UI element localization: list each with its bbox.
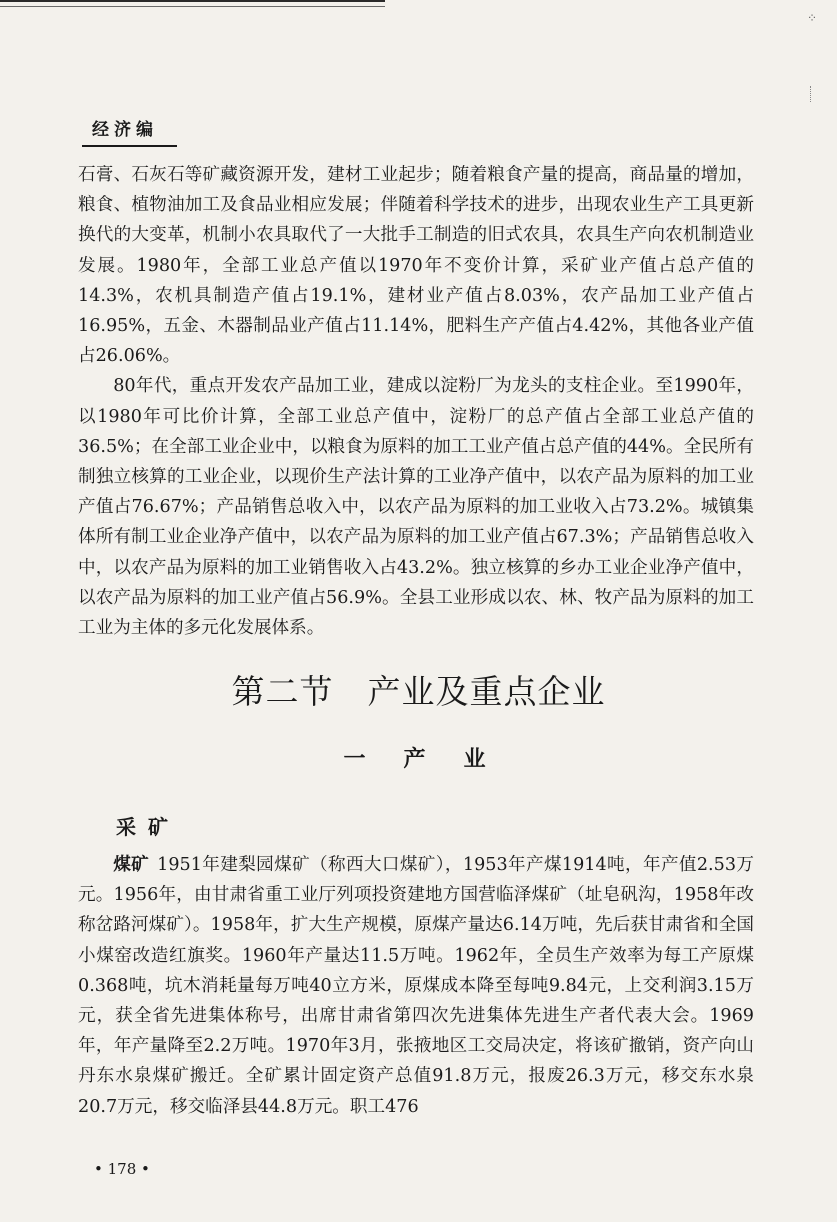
paragraph-coal-mine: [78, 850, 754, 1122]
section-title: 第二节 产业及重点企业: [231, 672, 606, 711]
scan-speck-line: [810, 86, 815, 102]
scan-edge-line: [0, 0, 385, 2]
running-header-label: 经济编: [92, 120, 158, 140]
coal-text: 1951年建梨园煤矿（称西大口煤矿），1953年产煤1914吨，年产值2.53万元。1956年，由甘肃省重工业厅列项投资建地方国营临泽煤矿（址皂矾沟，1958年改称岔路河煤矿）。1958年，扩大生产规模，原煤产量达6.14万吨，先后获甘肃省和全国小煤窑改造红旗奖。1960年产量达11.5万吨。1962年，全员生产效率为每工产原煤0.368吨，坑木消耗量每万吨40立方米，原煤成本降至每吨9.84元，上交利润3.15万元，获全省先进集体称号，出席甘肃省第四次先进集体先进生产者代表大会。1969年，年产量降至2.2万吨。1970年3月，张掖地区工交局决定，将该矿撤销，资产向山丹东水泉煤矿搬迁。全矿累计固定资产总值91.8万元，报废26.3万元，移交东水泉20.7万元，移交临泽县44.8万元。职工476: [78, 855, 754, 1117]
coal-lead-term: 煤矿: [113, 855, 150, 875]
subsection-title: 一产业: [343, 747, 524, 772]
category-heading: 采矿: [116, 815, 180, 839]
scan-speck-mark: ⁘: [807, 11, 818, 25]
paragraph-eighties: 80年代，重点开发农产品加工业，建成以淀粉厂为龙头的支柱企业。至1990年，以1980年可比价计算，全部工业总产值中，淀粉厂的总产值占全部工业总产值的36.5%；在全部工业企业中，以粮食为原料的加工工业产值占总产值的44%。全民所有制独立核算的工业企业，以现价生产法计算的工业净产值中，以农产品为原料的加工业产值占76.67%；产品销售总收入中，以农产品为原料的加工业收入占73.2%。城镇集体所有制工业企业净产值中，以农产品为原料的加工业产值占67.3%；产品销售总收入中，以农产品为原料的加工业销售收入占43.2%。独立核算的乡办工业企业净产值中，以农产品为原料的加工业产值占56.9%。全县工业形成以农、林、牧产品为原料的加工工业为主体的多元化发展体系。: [78, 376, 754, 639]
body-text-coal: [78, 850, 754, 1122]
scan-edge-line-secondary: [0, 6, 385, 7]
body-text-top: [78, 160, 754, 643]
running-header: [82, 118, 177, 146]
paragraph-continued: 石膏、石灰石等矿藏资源开发，建材工业起步；随着粮食产量的提高，商品量的增加，粮食、植物油加工及食品业相应发展；伴随着科学技术的进步，出现农业生产工具更新换代的大变革，机制小农具取代了一大批手工制造的旧式农具，农具生产向农机制造业发展。1980年，全部工业总产值以1970年不变价计算，采矿业产值占总产值的14.3%，农机具制造产值占19.1%，建材业产值占8.03%，农产品加工业产值占16.95%，五金、木器制品业产值占11.14%，肥料生产产值占4.42%，其他各业产值占26.06%。: [78, 165, 754, 367]
running-header-rule: [82, 145, 177, 147]
page-number: • 178 •: [94, 1160, 150, 1178]
